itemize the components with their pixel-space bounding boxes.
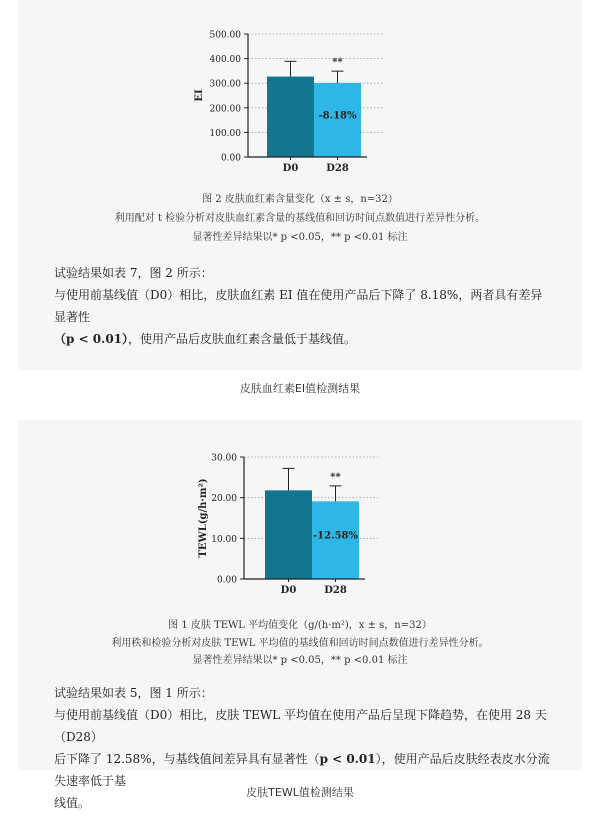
tewl-bar-chart — [18, 420, 582, 600]
ei-text-line2: 与使用前基线值（D0）相比，皮肤血红素 EI 值在使用产品后下降了 8.18%，两者具有差异显著性 — [54, 288, 543, 324]
tewl-y-axis-label: TEWL(g/h·m²) — [198, 478, 209, 558]
tewl-caption-method: 利用秩和检验分析对皮肤 TEWL 平均值的基线值和回访时间点数值进行差异性分析。 — [111, 638, 489, 649]
ei-ytick-label: 0.00 — [220, 153, 241, 164]
tewl-ytick-label: 0.00 — [216, 575, 237, 586]
ei-category-label: D28 — [326, 163, 349, 174]
tewl-category-label: D28 — [324, 585, 347, 596]
ei-caption-significance: 显著性差异结果以* p <0.05，** p <0.01 标注 — [192, 232, 408, 243]
ei-bar-chart — [18, 0, 582, 180]
ei-ytick-label: 200.00 — [209, 104, 241, 115]
tewl-text-line1: 试验结果如表 5，图 1 所示： — [54, 686, 213, 700]
figure-panel-ei — [18, 0, 582, 370]
ei-change-label: -8.18% — [318, 110, 357, 122]
tewl-ytick-label: 10.00 — [211, 534, 237, 545]
ei-ytick-label: 400.00 — [209, 55, 241, 66]
tewl-text-line4: 线值。 — [54, 796, 91, 810]
ei-text-line3 — [54, 328, 554, 350]
tewl-section-label: 皮肤TEWL值检测结果 — [246, 786, 354, 799]
ei-ytick-label: 500.00 — [209, 30, 241, 41]
ei-category-label: D0 — [282, 163, 299, 174]
tewl-significance-marker: ** — [330, 471, 341, 483]
tewl-text-line3-bold: p < 0.01 — [319, 752, 376, 766]
ei-section-label: 皮肤血红素EI值检测结果 — [239, 382, 361, 395]
ei-caption-method: 利用配对 t 检验分析对皮肤血红素含量的基线值和回访时间点数值进行差异性分析。 — [114, 213, 486, 224]
tewl-text-line2: 与使用前基线值（D0）相比，皮肤 TEWL 平均值在使用产品后呈现下降趋势，在使用 28 天（D28） — [54, 708, 547, 744]
tewl-caption-title: 图 1 皮肤 TEWL 平均值变化（g/(h·m²)，x ± s，n=32） — [168, 620, 432, 631]
tewl-ytick-label: 30.00 — [211, 453, 237, 464]
tewl-ytick-label: 20.00 — [211, 494, 237, 505]
ei-ytick-label: 300.00 — [209, 79, 241, 90]
ei-text-line3-rest: ，使用产品后皮肤血红素含量低于基线值。 — [128, 332, 357, 346]
ei-text-line3-bold: （p < 0.01） — [54, 332, 129, 346]
tewl-bar-d0 — [265, 490, 312, 579]
ei-text-line1: 试验结果如表 7，图 2 所示： — [54, 266, 213, 280]
tewl-change-label: -12.58% — [313, 530, 358, 542]
tewl-text-line3-post: ），使用产品后皮肤经表皮水分流失速率低于基 — [54, 752, 550, 788]
tewl-category-label: D0 — [280, 585, 297, 596]
tewl-caption-significance: 显著性差异结果以* p <0.05，** p <0.01 标注 — [192, 655, 408, 666]
ei-result-text — [54, 262, 554, 350]
ei-bar-d0 — [267, 77, 314, 157]
ei-caption-title: 图 2 皮肤血红素含量变化（x ± s，n=32） — [202, 194, 398, 205]
tewl-text-line3-pre: 后下降了 12.58%，与基线值间差异具有显著性（ — [54, 752, 320, 766]
ei-ytick-label: 100.00 — [209, 128, 241, 139]
ei-y-axis-label: EI — [194, 89, 205, 102]
ei-significance-marker: ** — [332, 57, 343, 69]
